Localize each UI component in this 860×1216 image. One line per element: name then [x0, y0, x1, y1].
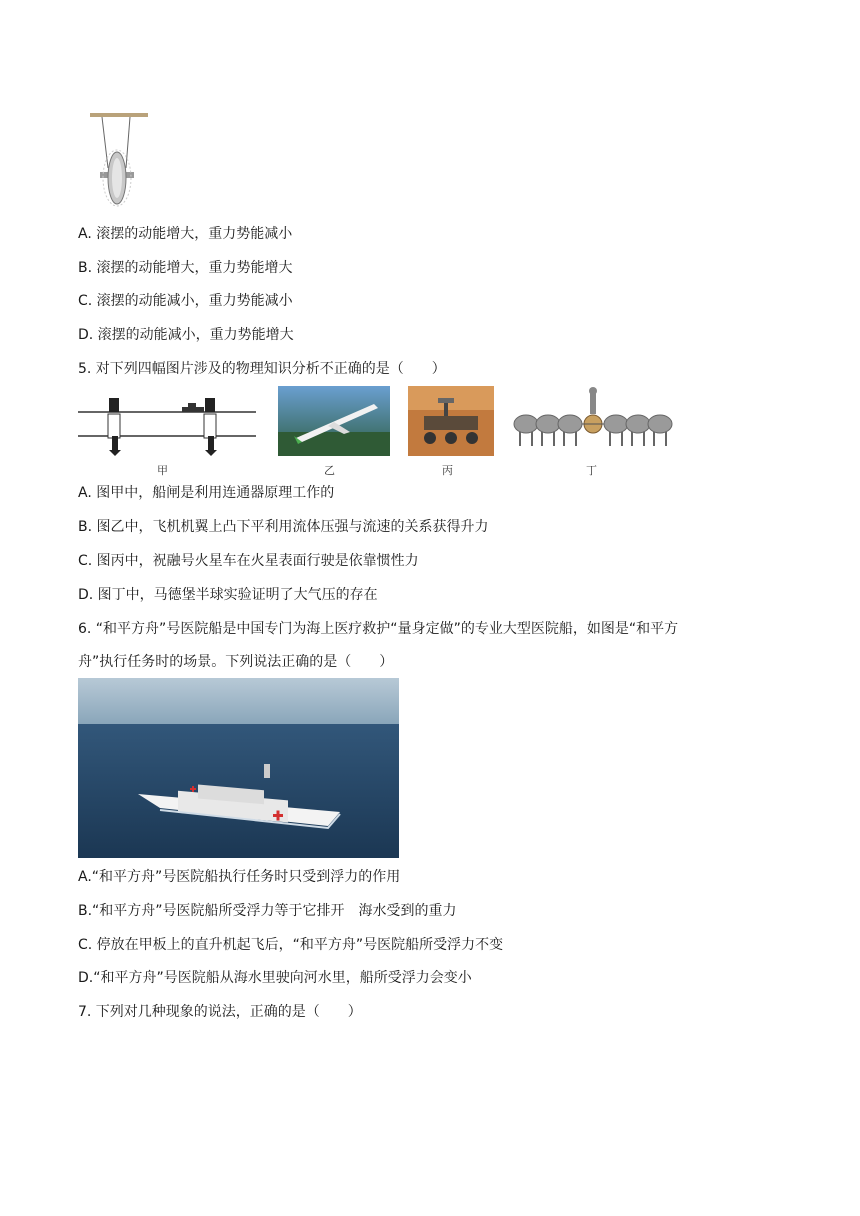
magdeburg-hemispheres-figure: [512, 386, 674, 456]
q5-option-b: B. 图乙中，飞机机翼上凸下平利用流体压强与流速的关系获得升力: [78, 519, 489, 535]
ship-lock-figure: [78, 394, 256, 456]
fig-label-ding: 丁: [586, 464, 597, 477]
q4-option-d: D. 滚摆的动能减小，重力势能增大: [78, 327, 294, 343]
q6-option-d: D.“和平方舟”号医院船从海水里驶向河水里，船所受浮力会变小: [78, 970, 472, 986]
fig-label-jia: 甲: [157, 464, 168, 477]
q4-option-c: C. 滚摆的动能减小，重力势能减小: [78, 293, 293, 309]
q6-option-a: A.“和平方舟”号医院船执行任务时只受到浮力的作用: [78, 869, 401, 885]
fig-label-yi: 乙: [324, 464, 335, 477]
rolling-pendulum-figure: [88, 110, 152, 208]
airplane-figure: [278, 386, 390, 456]
fig-label-bing: 丙: [442, 464, 453, 477]
q5-stem: 5. 对下列四幅图片涉及的物理知识分析不正确的是（ ）: [78, 361, 446, 377]
q4-option-a: A. 滚摆的动能增大，重力势能减小: [78, 226, 293, 242]
q7-stem: 7. 下列对几种现象的说法，正确的是（ ）: [78, 1004, 362, 1020]
mars-rover-figure: [408, 386, 494, 456]
q6-stem-line1: 6. “和平方舟”号医院船是中国专门为海上医疗救护“量身定做”的专业大型医院船，如图是“和平方: [78, 621, 679, 637]
q6-option-b: B.“和平方舟”号医院船所受浮力等于它排开 海水受到的重力: [78, 903, 457, 919]
q4-option-b: B. 滚摆的动能增大，重力势能增大: [78, 260, 293, 276]
q6-option-c: C. 停放在甲板上的直升机起飞后，“和平方舟”号医院船所受浮力不变: [78, 937, 504, 953]
q5-option-a: A. 图甲中，船闸是利用连通器原理工作的: [78, 485, 335, 501]
q5-option-d: D. 图丁中，马德堡半球实验证明了大气压的存在: [78, 587, 378, 603]
q5-option-c: C. 图丙中，祝融号火星车在火星表面行驶是依靠惯性力: [78, 553, 419, 569]
q6-stem-line2: 舟”执行任务时的场景。下列说法正确的是（ ）: [78, 654, 394, 670]
hospital-ship-photo: [78, 678, 399, 858]
